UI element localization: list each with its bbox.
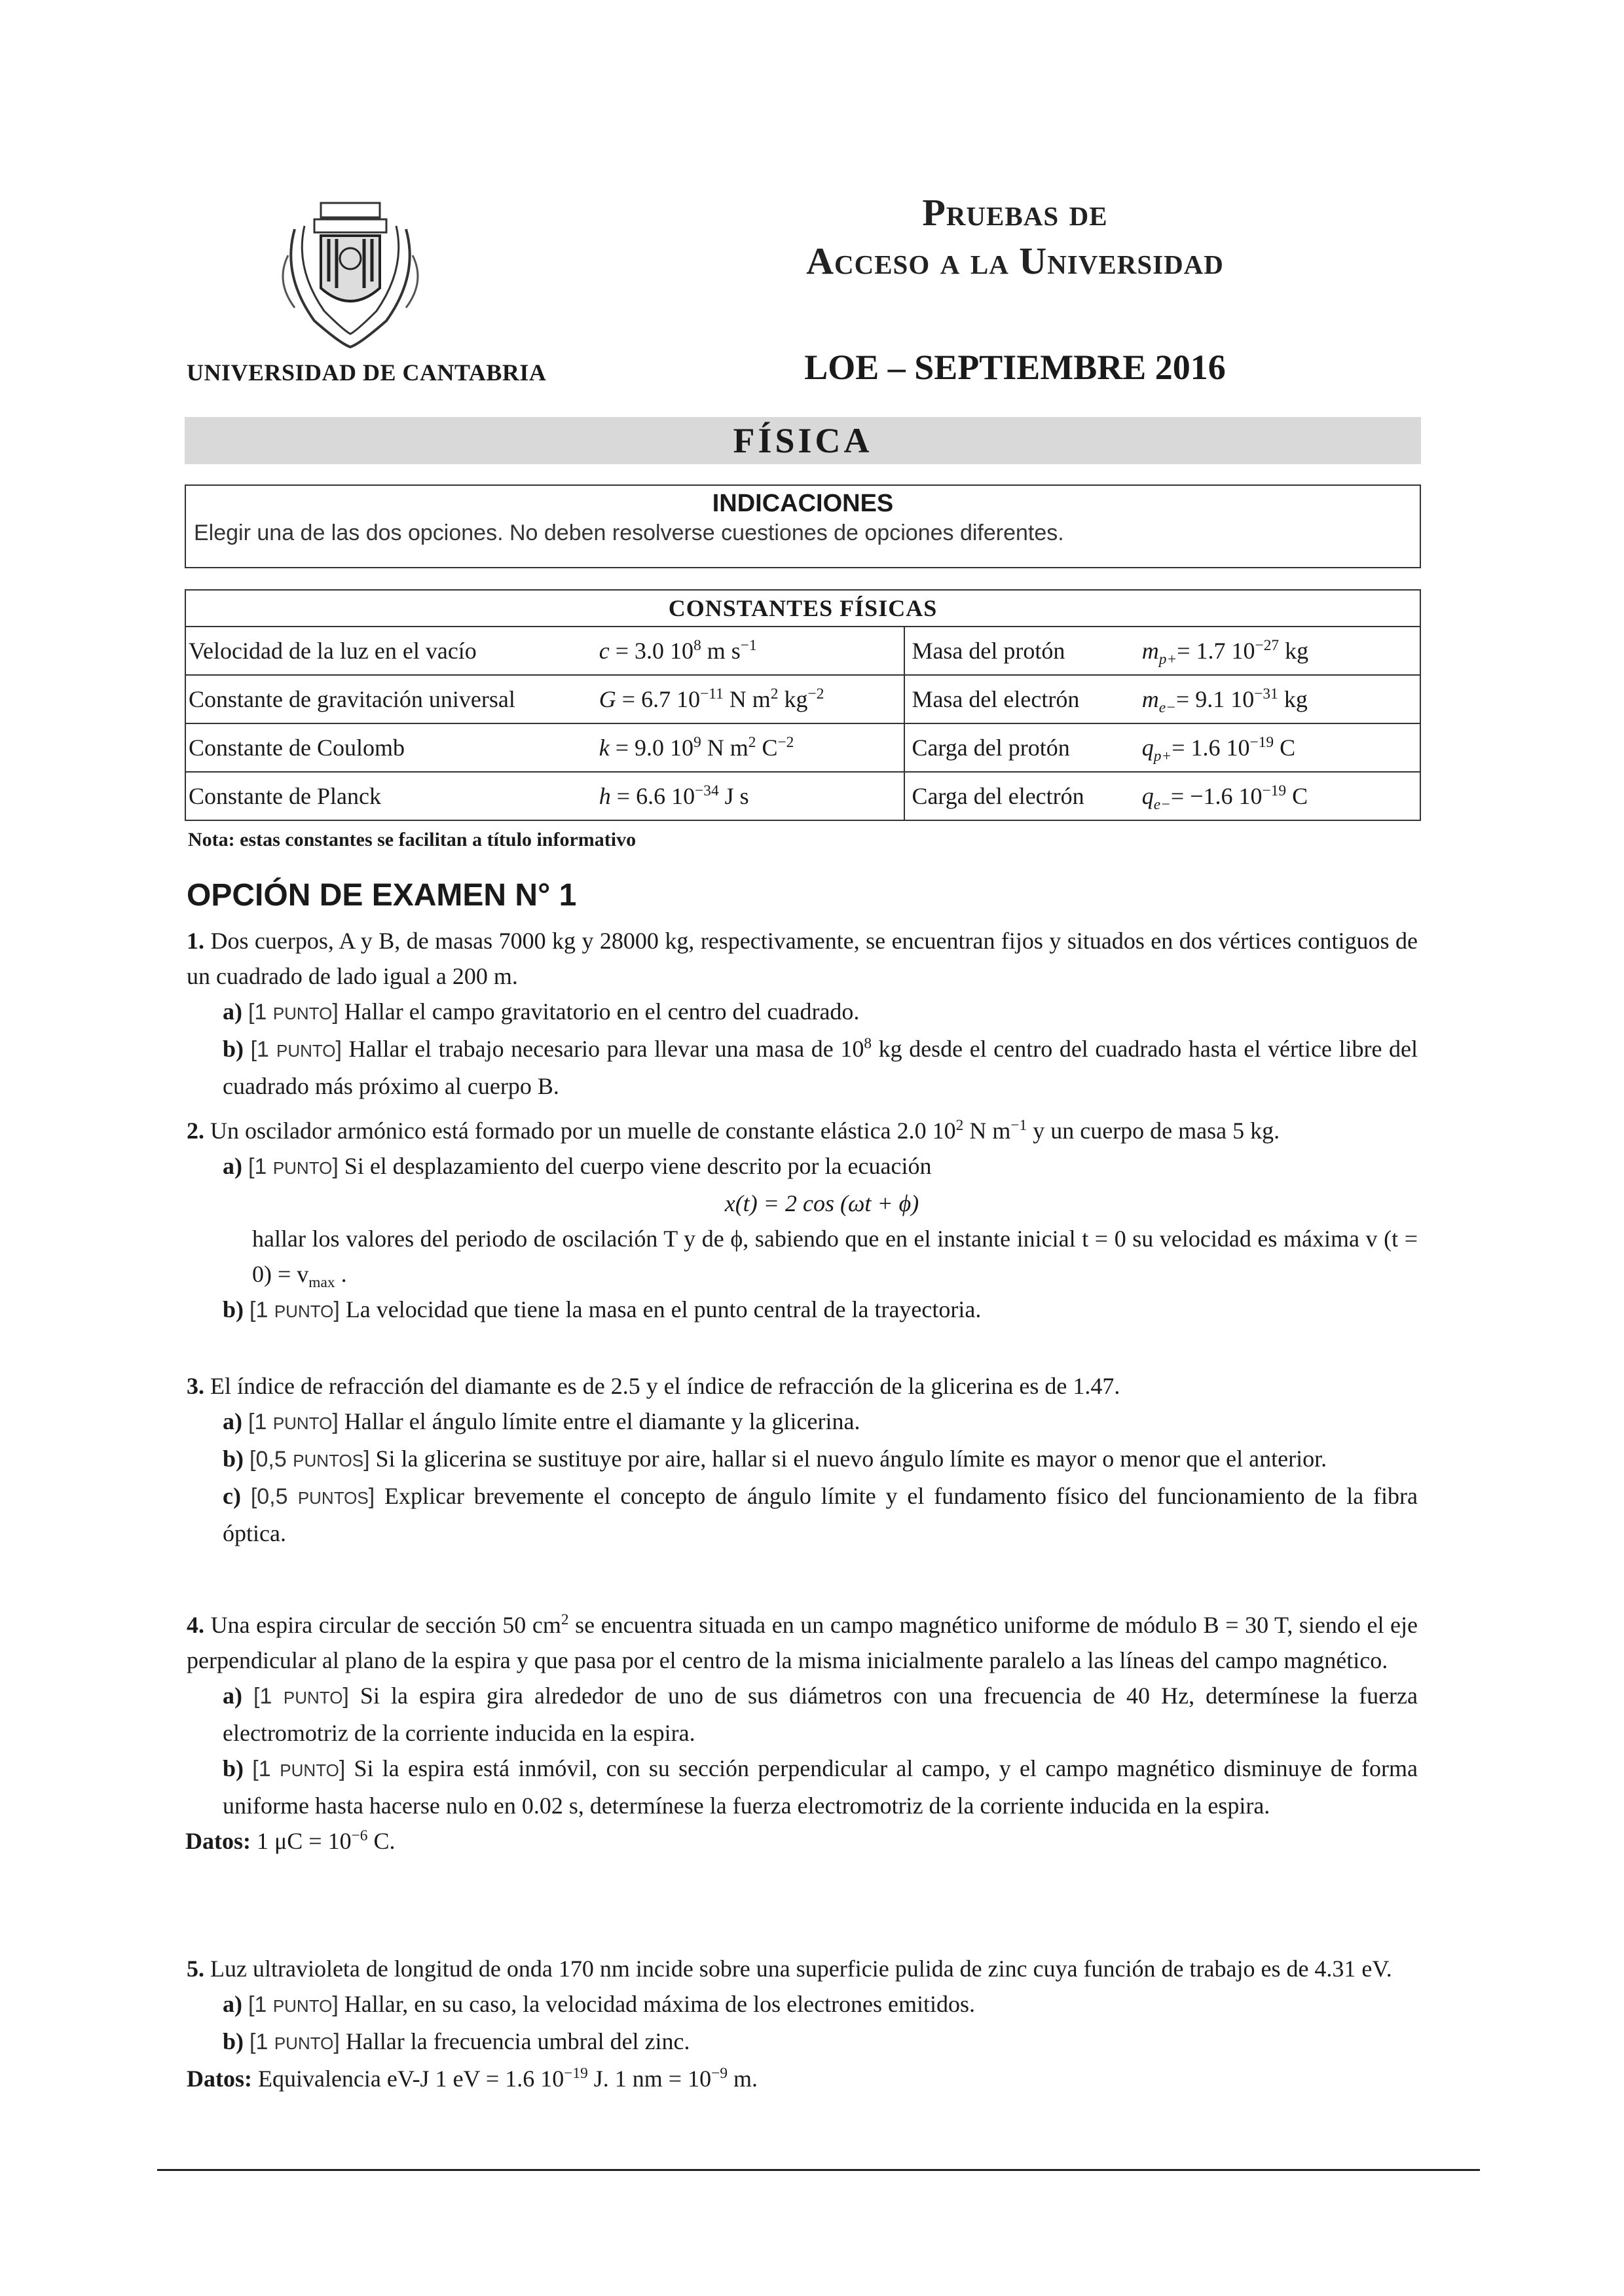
indications-text: Elegir una de las dos opciones. No deben resolverse cuestiones de opciones diferentes. xyxy=(194,520,1064,545)
part-label: b) xyxy=(223,1296,244,1322)
points-badge: [1 PUNTO] xyxy=(248,1410,339,1434)
constant-value: G = 6.7 $10^{-11}$ N $m^2$ $kg^{-2}$ xyxy=(593,675,905,723)
exam-title xyxy=(720,190,1310,287)
constant-value: $q_{e-}= -1.6$ $10^{-19}$ C xyxy=(1135,772,1420,820)
equation: x(t) = 2 cos (ωt + ϕ) xyxy=(724,1190,919,1216)
subject-title: FÍSICA xyxy=(185,417,1421,464)
points-badge: [1 PUNTO] xyxy=(253,1684,349,1709)
points-badge: [1 PUNTO] xyxy=(248,1992,339,2017)
question-2 xyxy=(187,1113,1418,1329)
bottom-divider xyxy=(157,2169,1480,2171)
part-label: a) xyxy=(223,1408,242,1434)
exam-title-line1: Pruebas de xyxy=(922,191,1108,234)
points-badge: [1 PUNTO] xyxy=(250,1037,342,1062)
points-badge: [1 PUNTO] xyxy=(252,1757,346,1781)
question-text: Una espira circular de sección 50 $cm^2$ se encuentra situada en un campo magnético uniforme de módulo B = 30 T, siendo el eje perpendicular al plano de la espira y que pasa por el centro de la misma inicialmente paralelo a las líneas del campo magnético. xyxy=(187,1611,1418,1673)
constants-title: CONSTANTES FÍSICAS xyxy=(185,590,1420,627)
constant-label: Carga del protón xyxy=(904,723,1135,772)
table-row xyxy=(185,627,1420,675)
part-text: La velocidad que tiene la masa en el punto central de la trayectoria. xyxy=(345,1296,982,1322)
question-number: 2. xyxy=(187,1118,204,1144)
part-text: Hallar el trabajo necesario para llevar una masa de $10^8$ kg desde el centro del cuadrado hasta el vértice libre del cuadrado más próximo al cuerpo B. xyxy=(223,1035,1418,1099)
part-label: b) xyxy=(223,1446,244,1472)
constant-label: Velocidad de la luz en el vacío xyxy=(185,627,593,675)
part-text: Hallar el campo gravitatorio en el centro del cuadrado. xyxy=(344,998,860,1025)
constant-value: c = 3.0 $10^8$ m $s^{-1}$ xyxy=(593,627,905,675)
part-text: Si la espira gira alrededor de uno de sus diámetros con una frecuencia de 40 Hz, determínese la fuerza electromotriz de la corriente inducida en la espira. xyxy=(223,1683,1418,1746)
part-text: Si la glicerina se sustituye por aire, hallar si el nuevo ángulo límite es mayor o menor que el anterior. xyxy=(375,1446,1327,1472)
exam-title-line2: Acceso a la Universidad xyxy=(806,240,1224,282)
constant-label: Constante de Planck xyxy=(185,772,593,820)
university-crest-logo xyxy=(268,190,432,354)
part-label: a) xyxy=(223,1153,242,1179)
constant-value: k = 9.0 $10^9$ N $m^2$ $C^{-2}$ xyxy=(593,723,905,772)
part-text: Hallar la frecuencia umbral del zinc. xyxy=(345,2028,690,2054)
indications-title: INDICACIONES xyxy=(712,490,894,517)
data-note: Datos: 1 $\mu C = 10^{-6}$ C. xyxy=(185,1827,396,1854)
part-label: a) xyxy=(223,998,242,1025)
part-label: b) xyxy=(223,1755,244,1781)
part-label: b) xyxy=(223,1036,244,1062)
question-text: Dos cuerpos, A y B, de masas 7000 kg y 28000 kg, respectivamente, se encuentran fijos y situados en dos vértices contiguos de un cuadrado de lado igual a 200 m. xyxy=(187,928,1418,989)
question-number: 3. xyxy=(187,1373,204,1399)
constants-note: Nota: estas constantes se facilitan a título informativo xyxy=(188,829,637,850)
part-text: Si la espira está inmóvil, con su sección perpendicular al campo, y el campo magnético disminuye de forma uniforme hasta hacerse nulo en 0.02 s, determínese la fuerza electromotriz de la corriente inducida en la espira. xyxy=(223,1755,1418,1819)
points-badge: [1 PUNTO] xyxy=(249,1298,340,1322)
question-5 xyxy=(187,1951,1418,2096)
points-badge: [0,5 PUNTOS] xyxy=(249,1447,370,1472)
table-row xyxy=(185,675,1420,723)
part-label: b) xyxy=(223,2028,244,2054)
table-row xyxy=(185,772,1420,820)
data-note: Datos: Equivalencia eV-J 1 eV = 1.6 $10^{-19}$ J. 1 nm = $10^{-9}$ m. xyxy=(187,2065,758,2092)
part-text: Explicar brevemente el concepto de ángulo límite y el fundamento físico del funcionamiento de la fibra óptica. xyxy=(223,1483,1418,1546)
points-badge: [1 PUNTO] xyxy=(249,2030,340,2054)
question-number: 4. xyxy=(187,1612,204,1638)
part-text: Hallar el ángulo límite entre el diamante y la glicerina. xyxy=(344,1408,860,1434)
table-row xyxy=(185,723,1420,772)
exam-session: LOE – SEPTIEMBRE 2016 xyxy=(804,348,1226,387)
constants-table xyxy=(185,589,1421,821)
part-text: Hallar, en su caso, la velocidad máxima de los electrones emitidos. xyxy=(344,1991,976,2017)
part-label: a) xyxy=(223,1683,242,1709)
question-text: Luz ultravioleta de longitud de onda 170 nm incide sobre una superficie pulida de zinc cuya función de trabajo es de 4.31 eV. xyxy=(210,1956,1392,1982)
points-badge: [1 PUNTO] xyxy=(248,1154,339,1179)
university-name: UNIVERSIDAD DE CANTABRIA xyxy=(187,359,547,386)
option-title: OPCIÓN DE EXAMEN N° 1 xyxy=(187,878,577,913)
constant-value: $q_{p+}= 1.6$ $10^{-19}$ C xyxy=(1135,723,1420,772)
part-text: Si el desplazamiento del cuerpo viene descrito por la ecuación xyxy=(344,1153,932,1179)
constant-label: Masa del protón xyxy=(904,627,1135,675)
question-text: Un oscilador armónico está formado por un muelle de constante elástica 2.0 $10^2$ N $m^{-1}$ y un cuerpo de masa 5 kg. xyxy=(210,1117,1280,1144)
constant-label: Constante de Coulomb xyxy=(185,723,593,772)
constant-label: Masa del electrón xyxy=(904,675,1135,723)
constant-label: Carga del electrón xyxy=(904,772,1135,820)
question-number: 5. xyxy=(187,1956,204,1982)
constant-value: $m_{p+}= 1.7$ $10^{-27}$ kg xyxy=(1135,627,1420,675)
question-4 xyxy=(187,1607,1418,1859)
constant-value: $m_{e-}= 9.1$ $10^{-31}$ kg xyxy=(1135,675,1420,723)
question-text: El índice de refracción del diamante es de 2.5 y el índice de refracción de la glicerina es de 1.47. xyxy=(210,1373,1120,1399)
part-text: hallar los valores del periodo de oscilación T y de ϕ, sabiendo que en el instante inicial t = 0 su velocidad es máxima v $(t = 0) = v_{max}$ . xyxy=(252,1226,1418,1292)
part-label: c) xyxy=(223,1483,241,1509)
indications-box xyxy=(185,484,1421,568)
constant-label: Constante de gravitación universal xyxy=(185,675,593,723)
points-badge: [0,5 PUNTOS] xyxy=(250,1484,375,1509)
question-number: 1. xyxy=(187,928,204,954)
question-1 xyxy=(187,923,1418,1104)
question-3 xyxy=(187,1368,1418,1551)
points-badge: [1 PUNTO] xyxy=(248,1000,339,1025)
part-label: a) xyxy=(223,1991,242,2017)
constant-value: h = 6.6 $10^{-34}$ J s xyxy=(593,772,905,820)
